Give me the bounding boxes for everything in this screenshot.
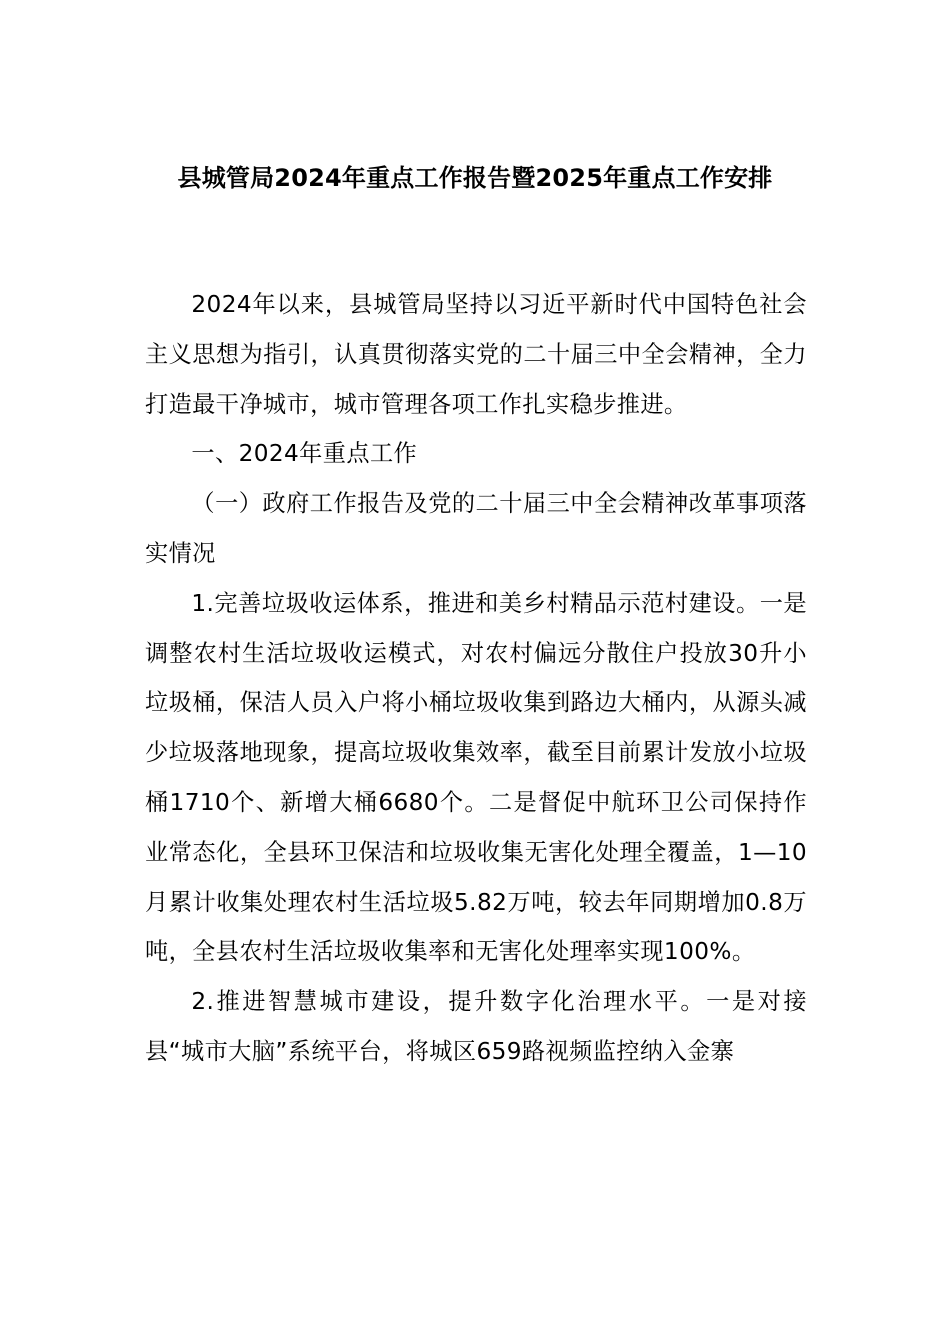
document-title: 县城管局2024年重点工作报告暨2025年重点工作安排 bbox=[177, 164, 773, 192]
subsection-heading: （一）政府工作报告及党的二十届三中全会精神改革事项落实情况 bbox=[145, 490, 807, 567]
section-heading: 一、2024年重点工作 bbox=[191, 440, 418, 468]
document-body bbox=[145, 280, 807, 1077]
paragraph-item-2: 2.推进智慧城市建设，提升数字化治理水平。一是对接县“城市大脑”系统平台，将城区659路视频监控纳入金寨 bbox=[145, 988, 807, 1065]
paragraph-intro: 2024年以来，县城管局坚持以习近平新时代中国特色社会主义思想为指引，认真贯彻落实党的二十届三中全会精神，全力打造最干净城市，城市管理各项工作扎实稳步推进。 bbox=[145, 291, 807, 418]
paragraph-item-1: 1.完善垃圾收运体系，推进和美乡村精品示范村建设。一是调整农村生活垃圾收运模式，对农村偏远分散住户投放30升小垃圾桶，保洁人员入户将小桶垃圾收集到路边大桶内，从源头减少垃圾落地现象，提高垃圾收集效率，截至目前累计发放小垃圾桶1710个、新增大桶6680个。二是督促中航环卫公司保持作业常态化，全县环卫保洁和垃圾收集无害化处理全覆盖，1—10月累计收集处理农村生活垃圾5.82万吨，较去年同期增加0.8万吨，全县农村生活垃圾收集率和无害化处理率实现100%。 bbox=[145, 589, 807, 966]
